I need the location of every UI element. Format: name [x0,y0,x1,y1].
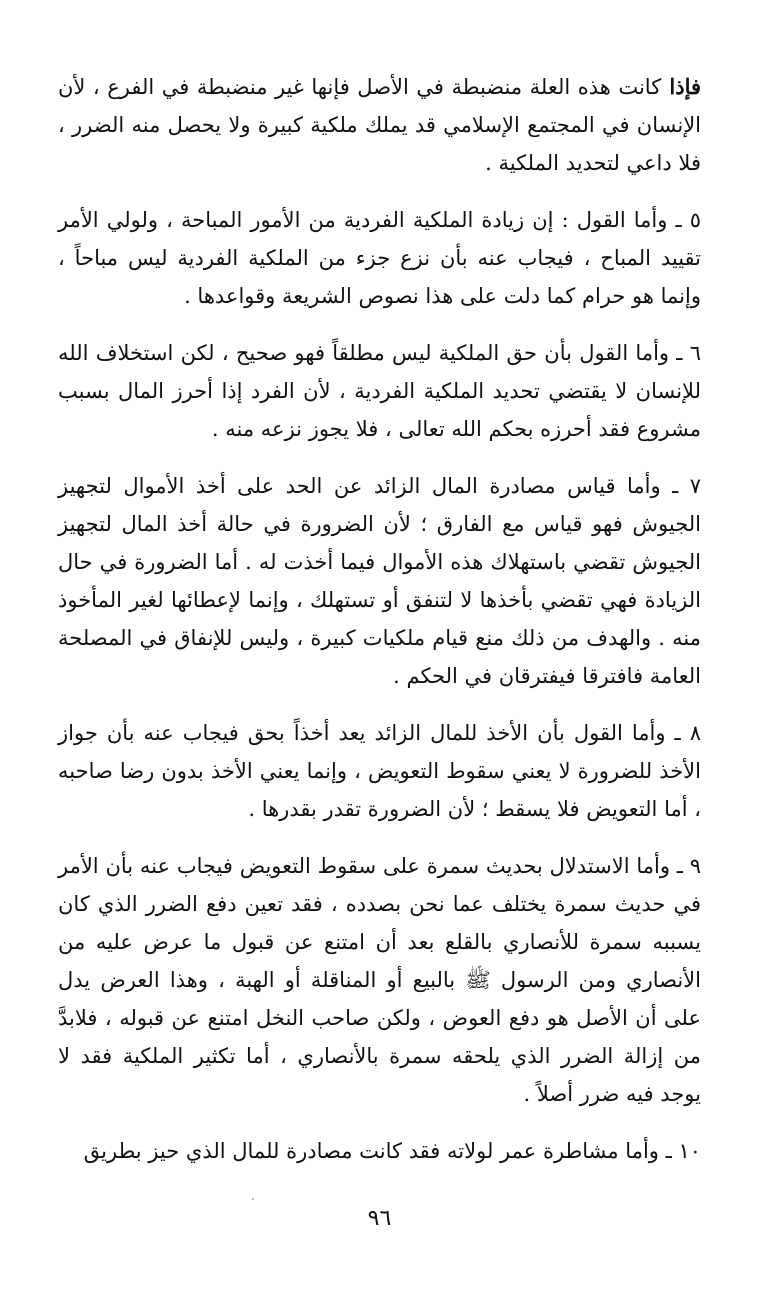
paragraph-lead-word: فإذا [661,74,702,99]
speck-mark [252,1198,254,1200]
paragraph-text: ٧ ـ وأما قياس مصادرة المال الزائد عن الحد على أخذ الأموال لتجهيز الجيوش فهو قياس مع الفارق ؛ لأن الضرورة في حالة أخذ المال لتجهيز الجيوش تقضي باستهلاك هذه الأموال فيما أخذت له . أما الضرورة في حال الزيادة فهي تقضي بأخذها لا لتنفق أو تستهلك ، وإنما لإعطائها لغير المأخوذ منه . والهدف من ذلك منع قيام ملكيات كبيرة ، وليس للإنفاق في المصلحة العامة فافترقا فيفترقان في الحكم . [58,474,701,688]
body-text [58,68,701,1170]
paragraph-4 [58,467,701,695]
paragraph-6 [58,847,701,1113]
paragraph-text: ٥ ـ وأما القول : إن زيادة الملكية الفردية من الأمور المباحة ، ولولي الأمر تقييد المباح ، فيجاب عنه بأن نزع جزء من الملكية الفردية ليس مباحاً ، وإنما هو حرام كما دلت على هذا نصوص الشريعة وقواعدها . [58,208,701,308]
paragraph-1 [58,68,701,182]
paragraph-3 [58,334,701,448]
paragraph-7 [58,1132,701,1170]
paragraph-2 [58,201,701,315]
paragraph-text: ١٠ ـ وأما مشاطرة عمر لولاته فقد كانت مصادرة للمال الذي حيز بطريق [83,1139,701,1163]
paragraph-text: كانت هذه العلة منضبطة في الأصل فإنها غير منضبطة في الفرع ، لأن الإنسان في المجتمع الإسلامي قد يملك ملكية كبيرة ولا يحصل منه الضرر ، فلا داعي لتحديد الملكية . [58,75,701,175]
paragraph-text: ٩ ـ وأما الاستدلال بحديث سمرة على سقوط التعويض فيجاب عنه بأن الأمر في حديث سمرة يختلف عما نحن بصدده ، فقد تعين دفع الضرر الذي كان يسببه سمرة للأنصاري بالقلع بعد أن امتنع عن قبول ما عرض عليه من الأنصاري ومن الرسول ﷺ بالبيع أو المناقلة أو الهبة ، وهذا العرض يدل على أن الأصل هو دفع العوض ، ولكن صاحب النخل امتنع عن قبوله ، فلابدَّ من إزالة الضرر الذي يلحقه سمرة بالأنصاري ، أما تكثير الملكية فقد لا يوجد فيه ضرر أصلاً . [58,854,701,1106]
paragraph-text: ٦ ـ وأما القول بأن حق الملكية ليس مطلقاً فهو صحيح ، لكن استخلاف الله للإنسان لا يقتضي تحديد الملكية الفردية ، لأن الفرد إذا أحرز المال بسبب مشروع فقد أحرزه بحكم الله تعالى ، فلا يجوز نزعه منه . [58,341,701,441]
paragraph-5 [58,714,701,828]
paragraph-text: ٨ ـ وأما القول بأن الأخذ للمال الزائد يعد أخذاً بحق فيجاب عنه بأن جواز الأخذ للضرورة لا يعني سقوط التعويض ، وإنما يعني الأخذ بدون رضا صاحبه ، أما التعويض فلا يسقط ؛ لأن الضرورة تقدر بقدرها . [58,721,701,821]
page-number: ٩٦ [367,1206,392,1231]
